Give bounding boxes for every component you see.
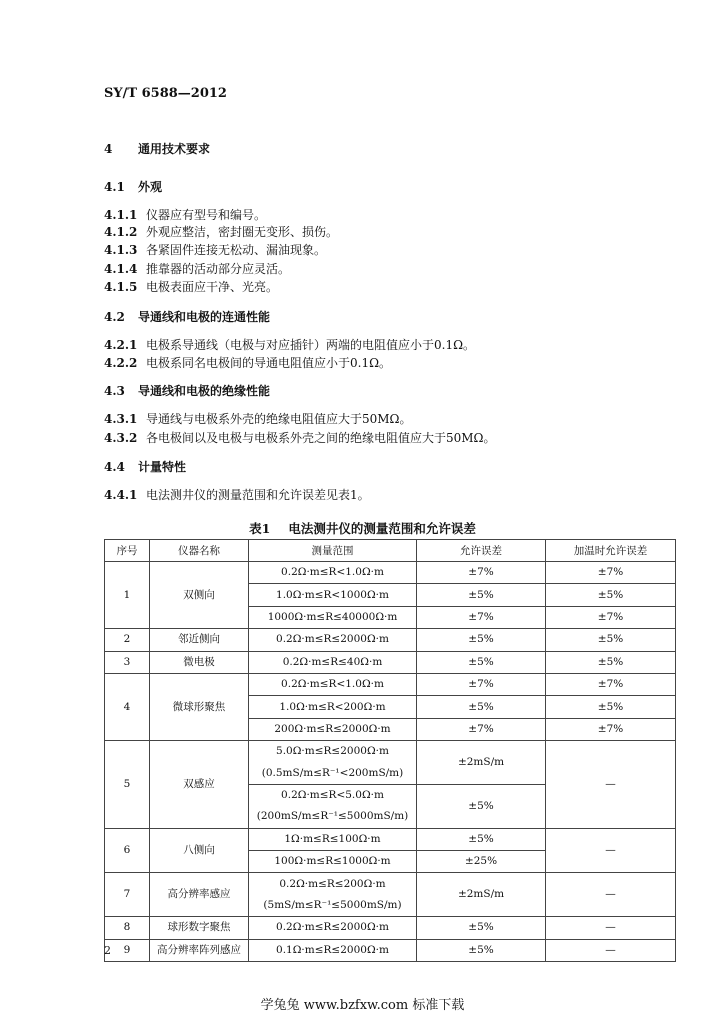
heated-allowed-error: ±5% [546,651,676,673]
allowed-error: ±25% [417,851,546,873]
row-number: 7 [105,873,150,917]
allowed-error: ±2mS/m [417,873,546,917]
allowed-error: ±5% [417,629,546,651]
clause [104,429,496,446]
table-row [105,828,676,850]
measurement-range: 200Ω·m≤R≤2000Ω·m [249,718,417,740]
heated-allowed-error: ±7% [546,718,676,740]
header-cell: 允许误差 [417,540,546,562]
measurement-range: (200mS/m≤R⁻¹≤5000mS/m) [249,806,417,828]
instrument-name: 双感应 [150,741,249,829]
row-number: 6 [105,828,150,873]
clause-number: 4.1.2 [104,225,138,239]
heated-allowed-error: — [546,939,676,961]
table-row [105,939,676,961]
clause-number: 4.3.1 [104,412,138,426]
clause-text: 电极表面应干净、光亮。 [146,280,279,294]
row-number: 1 [105,562,150,629]
allowed-error: ±5% [417,939,546,961]
heated-allowed-error: — [546,917,676,939]
measurement-range: 1000Ω·m≤R≤40000Ω·m [249,606,417,628]
table-header-row [105,540,676,562]
table-row [105,673,676,695]
allowed-error: ±5% [417,784,546,828]
measurement-range: (5mS/m≤R⁻¹≤5000mS/m) [249,895,417,917]
measurement-range: 0.2Ω·m≤R<1.0Ω·m [249,562,417,584]
measurement-range: 0.2Ω·m≤R<5.0Ω·m [249,784,417,806]
allowed-error: ±2mS/m [417,741,546,785]
instrument-name: 双侧向 [150,562,249,629]
subsection-title: 外观 [138,180,163,194]
table-row [105,629,676,651]
clause-text: 导通线与电极系外壳的绝缘电阻值应大于50MΩ。 [146,412,412,426]
subsection-title: 导通线和电极的绝缘性能 [138,384,271,398]
allowed-error: ±5% [417,651,546,673]
instrument-name: 高分辨率感应 [150,873,249,917]
row-number: 5 [105,741,150,829]
row-number: 9 [105,939,150,961]
allowed-error: ±5% [417,584,546,606]
clause-text: 电极系导通线（电极与对应插针）两端的电阻值应小于0.1Ω。 [146,338,476,352]
standard-code: SY/T 6588—2012 [104,86,227,101]
row-number: 4 [105,673,150,740]
heated-allowed-error: — [546,828,676,873]
table-row [105,917,676,939]
clause-text: 电极系同名电极间的导通电阻值应小于0.1Ω。 [146,356,392,370]
table-title: 电法测井仪的测量范围和允许误差 [288,521,476,536]
measurement-range: 0.2Ω·m≤R<1.0Ω·m [249,673,417,695]
subsection-heading [104,178,162,195]
table-row [105,562,676,584]
measurement-range: 1Ω·m≤R≤100Ω·m [249,828,417,850]
instrument-name: 球形数字聚焦 [150,917,249,939]
header-cell: 测量范围 [249,540,417,562]
subsection-heading [104,458,186,475]
allowed-error: ±7% [417,718,546,740]
clause [104,354,391,371]
measurement-range: 100Ω·m≤R≤1000Ω·m [249,851,417,873]
clause-number: 4.2.1 [104,338,138,352]
footer-watermark: 学兔兔 www.bzfxw.com 标准下载 [260,998,465,1013]
measurement-range: (0.5mS/m≤R⁻¹<200mS/m) [249,763,417,785]
section-heading [104,140,210,157]
measurement-range: 5.0Ω·m≤R≤2000Ω·m [249,741,417,763]
clause-number: 4.4.1 [104,488,138,502]
subsection-title: 计量特性 [138,460,187,474]
heated-allowed-error: ±5% [546,584,676,606]
subsection-number: 4.3 [104,384,125,398]
table-row [105,873,676,895]
table-label: 表1 [249,521,271,536]
clause-number: 4.1.3 [104,243,138,257]
clause [104,223,338,240]
clause-number: 4.1.4 [104,262,138,276]
allowed-error: ±5% [417,828,546,850]
table-row [105,741,676,763]
measurement-range: 0.1Ω·m≤R≤2000Ω·m [249,939,417,961]
clause-number: 4.1.1 [104,208,138,222]
allowed-error: ±5% [417,917,546,939]
header-cell: 仪器名称 [150,540,249,562]
subsection-number: 4.2 [104,310,125,324]
heated-allowed-error: — [546,873,676,917]
section-title: 通用技术要求 [138,142,211,156]
allowed-error: ±5% [417,696,546,718]
clause-text: 电法测井仪的测量范围和允许误差见表1。 [146,488,370,502]
instrument-name: 邻近侧向 [150,629,249,651]
heated-allowed-error: ±7% [546,606,676,628]
heated-allowed-error: ±7% [546,673,676,695]
clause [104,486,370,503]
row-number: 3 [105,651,150,673]
instrument-name: 八侧向 [150,828,249,873]
measurement-range: 0.2Ω·m≤R≤40Ω·m [249,651,417,673]
instrument-name: 微球形聚焦 [150,673,249,740]
subsection-title: 导通线和电极的连通性能 [138,310,271,324]
header-cell: 加温时允许误差 [546,540,676,562]
subsection-number: 4.4 [104,460,125,474]
measurement-range: 0.2Ω·m≤R≤200Ω·m [249,873,417,895]
table-row [105,651,676,673]
clause [104,241,326,258]
clause-number: 4.1.5 [104,280,138,294]
subsection-heading [104,382,270,399]
heated-allowed-error: ±5% [546,629,676,651]
row-number: 2 [105,629,150,651]
measurement-range: 1.0Ω·m≤R<200Ω·m [249,696,417,718]
clause-number: 4.3.2 [104,431,138,445]
subsection-heading [104,308,270,325]
measurement-range: 0.2Ω·m≤R≤2000Ω·m [249,917,417,939]
clause [104,410,412,427]
table-caption [0,519,725,537]
clause [104,260,290,277]
allowed-error: ±7% [417,673,546,695]
heated-allowed-error: ±7% [546,562,676,584]
allowed-error: ±7% [417,606,546,628]
clause-text: 仪器应有型号和编号。 [146,208,267,222]
page-number: 2 [104,944,111,957]
clause [104,206,266,223]
measurement-table [104,539,676,962]
heated-allowed-error: — [546,741,676,829]
row-number: 8 [105,917,150,939]
instrument-name: 高分辨率阵列感应 [150,939,249,961]
clause-number: 4.2.2 [104,356,138,370]
clause-text: 推靠器的活动部分应灵活。 [146,262,291,276]
clause [104,336,475,353]
clause-text: 各紧固件连接无松动、漏油现象。 [146,243,327,257]
clause-text: 各电极间以及电极与电极系外壳之间的绝缘电阻值应大于50MΩ。 [146,431,496,445]
header-cell: 序号 [105,540,150,562]
measurement-range: 0.2Ω·m≤R≤2000Ω·m [249,629,417,651]
instrument-name: 微电极 [150,651,249,673]
subsection-number: 4.1 [104,180,125,194]
section-number: 4 [104,142,113,156]
allowed-error: ±7% [417,562,546,584]
measurement-range: 1.0Ω·m≤R<1000Ω·m [249,584,417,606]
clause [104,278,278,295]
heated-allowed-error: ±5% [546,696,676,718]
clause-text: 外观应整洁，密封圈无变形、损伤。 [146,225,339,239]
